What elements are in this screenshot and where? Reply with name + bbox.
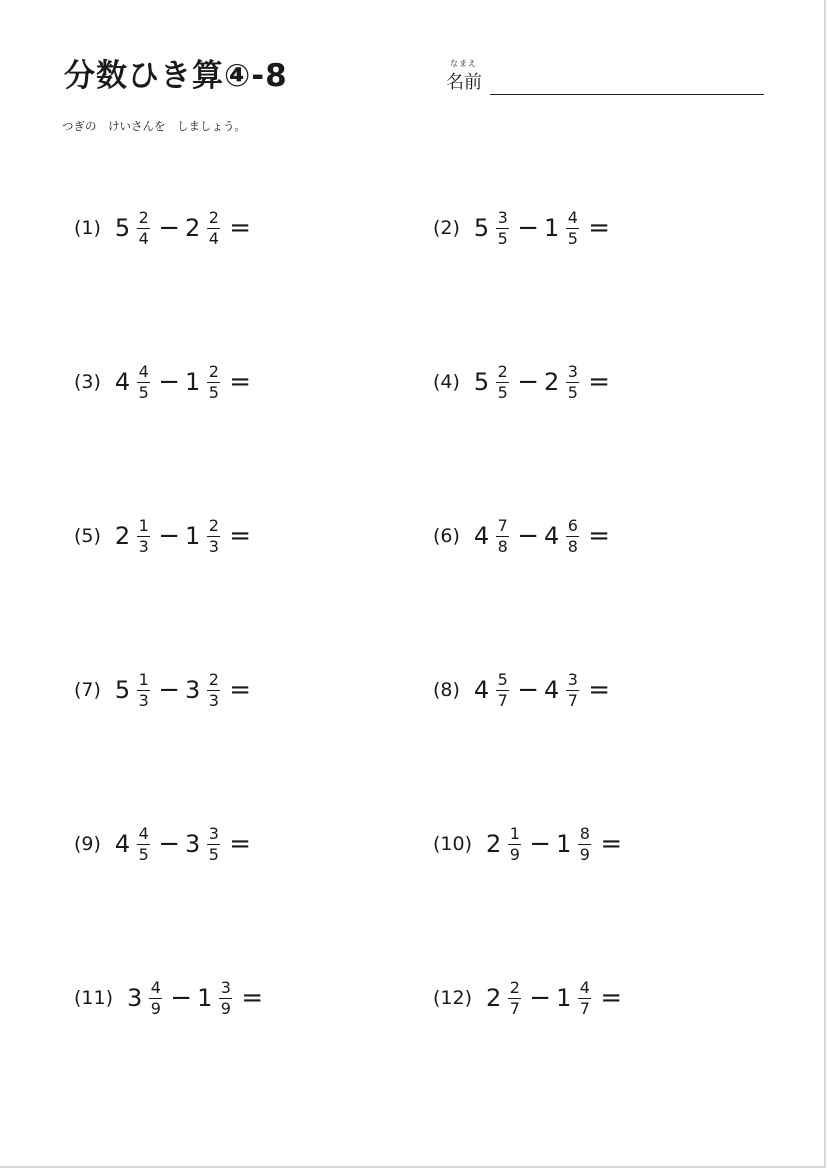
- equals-sign: =: [588, 367, 611, 397]
- minuend-numerator: 1: [138, 669, 149, 689]
- minuend-numerator: 2: [497, 361, 508, 381]
- minus-sign: −: [529, 829, 552, 859]
- minuend-whole: 3: [127, 984, 143, 1012]
- equals-sign: =: [241, 983, 264, 1013]
- subtrahend-denominator: 7: [579, 998, 590, 1018]
- subtrahend-whole: 2: [544, 368, 560, 396]
- problem-number: (5): [74, 525, 101, 547]
- subtrahend-whole: 2: [185, 214, 201, 242]
- equals-sign: =: [229, 367, 252, 397]
- minuend-denominator: 8: [497, 536, 508, 556]
- subtrahend-fraction: [207, 517, 220, 556]
- minuend-denominator: 9: [150, 998, 161, 1018]
- problem-number: (4): [433, 371, 460, 393]
- problem-number: (8): [433, 679, 460, 701]
- subtrahend-denominator: 7: [567, 690, 578, 710]
- problem: [74, 660, 251, 720]
- minus-sign: −: [517, 675, 539, 705]
- equals-sign: =: [600, 829, 623, 859]
- subtrahend-whole: 3: [185, 676, 201, 704]
- minuend-denominator: 5: [497, 228, 508, 248]
- subtrahend-numerator: 2: [208, 361, 219, 381]
- minus-sign: −: [170, 983, 193, 1013]
- problem: [74, 968, 263, 1028]
- problem-number: (11): [74, 987, 114, 1009]
- minuend-whole: 4: [114, 368, 131, 396]
- minuend-numerator: 5: [497, 669, 508, 689]
- problem: [74, 198, 251, 258]
- problem: [74, 814, 251, 874]
- subtrahend-denominator: 8: [567, 536, 578, 556]
- minuend-fraction: [508, 825, 521, 864]
- subtrahend-denominator: 5: [208, 844, 219, 864]
- subtrahend-whole: 4: [544, 522, 560, 550]
- minuend-denominator: 3: [138, 536, 149, 556]
- subtrahend-denominator: 5: [567, 228, 578, 248]
- subtrahend-fraction: [207, 671, 220, 710]
- problem-number: (10): [433, 833, 473, 855]
- equals-sign: =: [229, 213, 252, 243]
- minus-sign: −: [158, 213, 180, 243]
- minuend-whole: 4: [114, 830, 131, 858]
- minuend-fraction: [496, 363, 509, 402]
- problem: [74, 506, 251, 566]
- minus-sign: −: [529, 983, 552, 1013]
- minus-sign: −: [517, 367, 539, 397]
- subtrahend-fraction: [566, 671, 579, 710]
- problem-number: (6): [433, 525, 460, 547]
- minus-sign: −: [158, 521, 180, 551]
- minuend-numerator: 4: [138, 823, 149, 843]
- minuend-whole: 2: [114, 522, 131, 550]
- subtrahend-denominator: 5: [567, 382, 578, 402]
- problem: [433, 506, 610, 566]
- problem: [433, 660, 610, 720]
- subtrahend-denominator: 4: [208, 228, 219, 248]
- equals-sign: =: [229, 829, 252, 859]
- problem: [433, 198, 610, 258]
- minus-sign: −: [158, 367, 180, 397]
- minuend-denominator: 5: [497, 382, 508, 402]
- subtrahend-numerator: 3: [220, 977, 231, 997]
- problem-number: (2): [433, 217, 460, 239]
- page-title: 分数ひき算④-8: [64, 58, 288, 94]
- subtrahend-numerator: 3: [567, 361, 578, 381]
- minuend-whole: 5: [114, 676, 131, 704]
- minus-sign: −: [517, 521, 539, 551]
- minuend-numerator: 4: [138, 361, 149, 381]
- minuend-numerator: 2: [138, 207, 149, 227]
- subtrahend-numerator: 3: [567, 669, 578, 689]
- subtrahend-whole: 1: [185, 522, 201, 550]
- minuend-fraction: [496, 517, 509, 556]
- minuend-fraction: [496, 209, 509, 248]
- subtrahend-fraction: [578, 979, 591, 1018]
- subtrahend-numerator: 8: [579, 823, 590, 843]
- subtrahend-fraction: [207, 363, 220, 402]
- minuend-denominator: 9: [509, 844, 520, 864]
- minuend-numerator: 7: [497, 515, 508, 535]
- minuend-denominator: 7: [509, 998, 520, 1018]
- problem: [433, 814, 622, 874]
- equals-sign: =: [229, 521, 252, 551]
- problem-number: (1): [74, 217, 101, 239]
- minuend-fraction: [137, 363, 150, 402]
- minuend-denominator: 5: [138, 844, 149, 864]
- subtrahend-fraction: [566, 209, 579, 248]
- minuend-denominator: 4: [138, 228, 149, 248]
- minuend-numerator: 2: [509, 977, 520, 997]
- minuend-numerator: 1: [138, 515, 149, 535]
- subtrahend-fraction: [207, 209, 220, 248]
- minuend-whole: 5: [473, 368, 490, 396]
- minuend-fraction: [149, 979, 162, 1018]
- subtrahend-whole: 1: [197, 984, 213, 1012]
- problem: [433, 968, 622, 1028]
- name-ruby: なまえ: [450, 59, 477, 68]
- subtrahend-whole: 1: [556, 830, 572, 858]
- minuend-numerator: 1: [509, 823, 520, 843]
- subtrahend-numerator: 4: [579, 977, 590, 997]
- problem-number: (3): [74, 371, 101, 393]
- equals-sign: =: [600, 983, 623, 1013]
- minuend-whole: 2: [486, 830, 502, 858]
- minuend-whole: 4: [473, 676, 490, 704]
- minuend-fraction: [137, 671, 150, 710]
- minuend-denominator: 7: [497, 690, 508, 710]
- subtrahend-numerator: 2: [208, 515, 219, 535]
- subtrahend-numerator: 2: [208, 207, 219, 227]
- subtrahend-numerator: 4: [567, 207, 578, 227]
- minuend-whole: 4: [473, 522, 490, 550]
- minuend-fraction: [496, 671, 509, 710]
- problem-number: (12): [433, 987, 473, 1009]
- subtrahend-numerator: 3: [208, 823, 219, 843]
- equals-sign: =: [588, 213, 611, 243]
- equals-sign: =: [588, 521, 611, 551]
- problem: [74, 352, 251, 412]
- minuend-denominator: 5: [138, 382, 149, 402]
- subtrahend-whole: 4: [544, 676, 560, 704]
- minuend-fraction: [508, 979, 521, 1018]
- subtrahend-fraction: [578, 825, 591, 864]
- subtrahend-denominator: 5: [208, 382, 219, 402]
- problem-number: (7): [74, 679, 101, 701]
- minuend-whole: 2: [486, 984, 502, 1012]
- subtrahend-fraction: [566, 517, 579, 556]
- problem: [433, 352, 610, 412]
- minuend-whole: 5: [473, 214, 490, 242]
- equals-sign: =: [588, 675, 611, 705]
- name-label: 名前: [446, 72, 482, 93]
- minuend-fraction: [137, 517, 150, 556]
- minus-sign: −: [517, 213, 539, 243]
- subtrahend-whole: 1: [185, 368, 201, 396]
- minus-sign: −: [158, 829, 180, 859]
- problem-number: (9): [74, 833, 101, 855]
- subtrahend-whole: 1: [544, 214, 560, 242]
- subtrahend-denominator: 9: [220, 998, 231, 1018]
- name-write-line[interactable]: [490, 94, 764, 95]
- instruction-text: つぎの けいさんを しましょう。: [62, 119, 246, 133]
- subtrahend-denominator: 3: [208, 536, 219, 556]
- subtrahend-numerator: 6: [567, 515, 578, 535]
- minuend-numerator: 3: [497, 207, 508, 227]
- subtrahend-denominator: 3: [208, 690, 219, 710]
- minuend-denominator: 3: [138, 690, 149, 710]
- minus-sign: −: [158, 675, 180, 705]
- minuend-fraction: [137, 825, 150, 864]
- minuend-numerator: 4: [150, 977, 161, 997]
- subtrahend-fraction: [207, 825, 220, 864]
- subtrahend-denominator: 9: [579, 844, 590, 864]
- subtrahend-whole: 3: [185, 830, 201, 858]
- equals-sign: =: [229, 675, 252, 705]
- subtrahend-fraction: [219, 979, 232, 1018]
- subtrahend-numerator: 2: [208, 669, 219, 689]
- subtrahend-whole: 1: [556, 984, 572, 1012]
- minuend-fraction: [137, 209, 150, 248]
- subtrahend-fraction: [566, 363, 579, 402]
- minuend-whole: 5: [114, 214, 131, 242]
